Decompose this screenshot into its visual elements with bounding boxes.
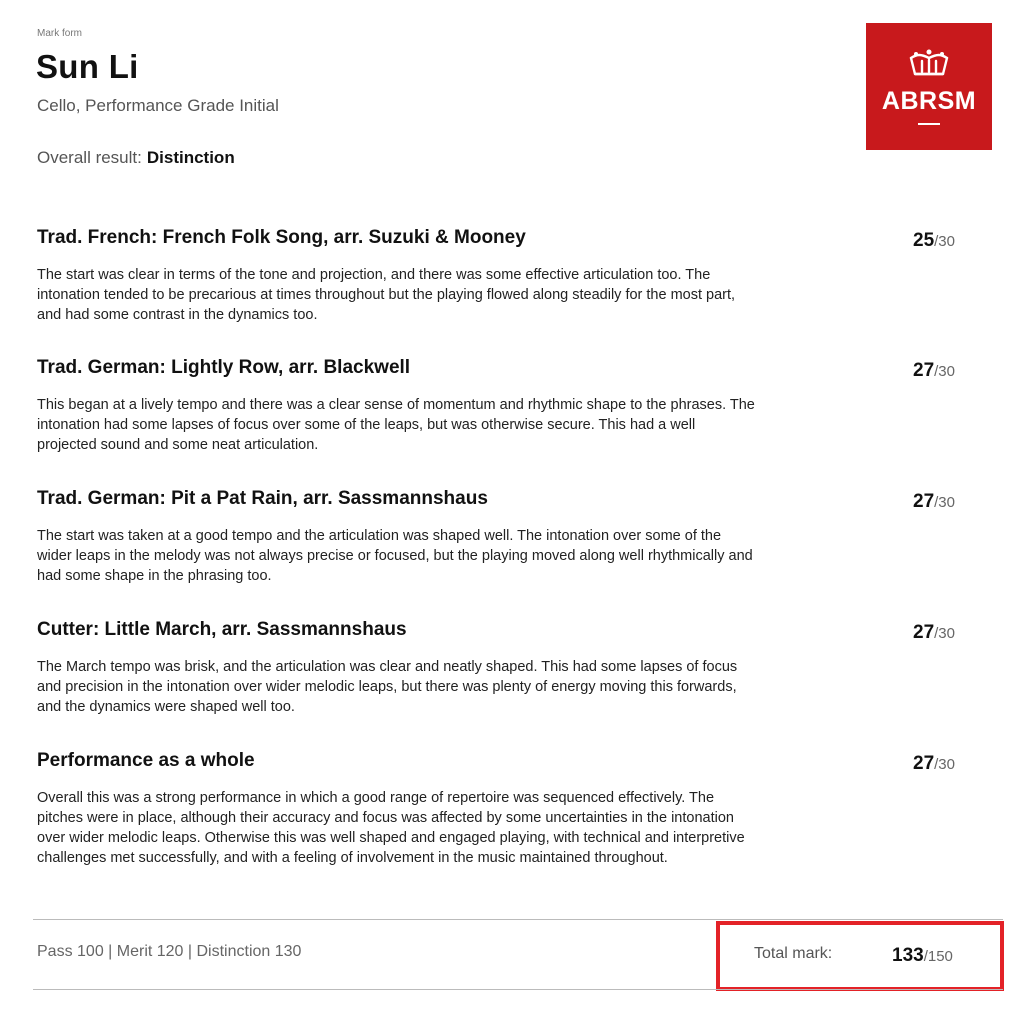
mark-thresholds: Pass 100 | Merit 120 | Distinction 130 — [37, 943, 302, 960]
footer-divider-top — [33, 919, 1003, 920]
section-score: 27 — [913, 753, 935, 774]
section-piece-4 — [37, 619, 967, 717]
overall-result — [37, 148, 235, 168]
section-piece-1 — [37, 227, 967, 325]
total-mark-value — [892, 945, 953, 967]
section-title: Trad. German: Lightly Row, arr. Blackwell — [37, 357, 411, 378]
section-title: Performance as a whole — [37, 750, 255, 771]
student-name: Sun Li — [36, 48, 139, 85]
section-title: Trad. French: French Folk Song, arr. Suzuki & Mooney — [37, 227, 526, 248]
section-piece-3 — [37, 488, 967, 586]
abrsm-logo — [866, 23, 992, 150]
section-score: 25 — [913, 230, 935, 251]
section-mark — [913, 622, 955, 644]
instrument-grade: Cello, Performance Grade Initial — [37, 96, 279, 115]
section-out-of: /30 — [934, 625, 955, 642]
section-score: 27 — [913, 491, 935, 512]
section-title: Cutter: Little March, arr. Sassmannshaus — [37, 619, 407, 640]
section-comment: Overall this was a strong performance in which a good range of repertoire was sequenced effectively. The pitches were in place, although their accuracy and focus was affected by some uncertainties in the intonation over wider melodic leaps. Otherwise this was well shaped and engaged playing, with technical and interpretive challenges met successfully, and with a feeling of involvement in the music maintained throughout. — [37, 790, 745, 866]
logo-divider — [918, 123, 940, 125]
total-out-of: /150 — [923, 948, 953, 965]
total-mark-label: Total mark: — [754, 945, 833, 962]
overall-result-value: Distinction — [146, 148, 235, 167]
section-out-of: /30 — [934, 494, 955, 511]
section-title: Trad. German: Pit a Pat Rain, arr. Sassmannshaus — [37, 488, 488, 509]
section-comment: This began at a lively tempo and there was a clear sense of momentum and rhythmic shape to the phrases. The intonation had some lapses of focus over some of the leaps, but was otherwise secure. This had a well projected sound and some neat articulation. — [37, 397, 755, 453]
crown-icon — [907, 48, 951, 82]
total-score: 133 — [892, 945, 924, 966]
section-out-of: /30 — [934, 363, 955, 380]
section-performance-whole — [37, 750, 967, 868]
section-score: 27 — [913, 622, 935, 643]
section-comment: The March tempo was brisk, and the articulation was clear and neatly shaped. This had some lapses of focus and precision in the intonation over wider melodic leaps, but there was plenty of energy moving this forwards, and the dynamics were shaped well too. — [37, 659, 738, 715]
section-out-of: /30 — [934, 756, 955, 773]
section-comment: The start was taken at a good tempo and the articulation was shaped well. The intonation over some of the wider leaps in the melody was not always precise or focused, but the playing moved along well rhythmically and had some shape in the phrasing too. — [37, 528, 753, 584]
section-mark — [913, 230, 955, 252]
section-out-of: /30 — [934, 233, 955, 250]
section-score: 27 — [913, 360, 935, 381]
total-mark-box — [716, 921, 1004, 991]
footer-divider-bottom — [33, 989, 1003, 990]
section-comment: The start was clear in terms of the tone and projection, and there was some effective articulation too. The intonation tended to be precarious at times throughout but the playing flowed along steadily for the most part, and had some contrast in the dynamics too. — [37, 267, 736, 323]
overall-result-label: Overall result: — [37, 148, 142, 167]
logo-text: ABRSM — [881, 87, 977, 115]
form-label: Mark form — [37, 28, 82, 39]
section-mark — [913, 491, 955, 513]
section-piece-2 — [37, 357, 967, 455]
section-mark — [913, 360, 955, 382]
section-mark — [913, 753, 955, 775]
